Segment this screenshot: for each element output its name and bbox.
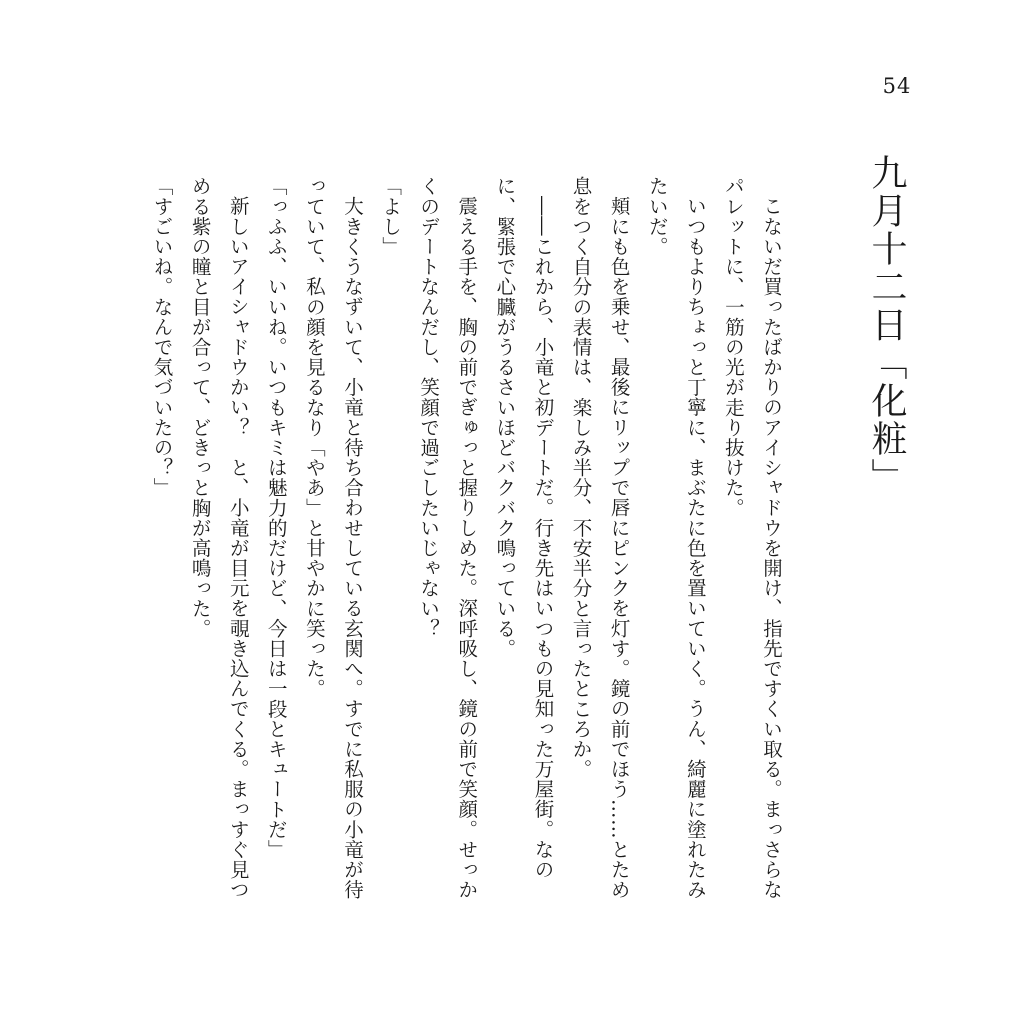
- paragraph-3: 頬にも色を乗せ、最後にリップで唇にピンクを灯す。鏡の前でほう……とため息をつく自分の表情は、楽しみ半分、不安半分と言ったところか。: [569, 176, 631, 899]
- dialogue-3: 「すごいね。なんで気づいたの？」: [150, 176, 174, 498]
- dialogue-1: 「よし」: [379, 176, 403, 257]
- body-text: [142, 176, 790, 916]
- paragraph-2: いつもよりちょっと丁寧に、まぶたに色を置いていく。うん、綺麗に塗れたみたいだ。: [645, 176, 707, 899]
- dialogue-2: 「っふふ、いいね。いつもキミは魅力的だけど、今日は一段とキュートだ」: [264, 176, 288, 860]
- chapter-title: 九月十二日「化粧」: [866, 154, 907, 496]
- paragraph-4: ――これから、小竜と初デートだ。行き先はいつもの見知った万屋街。なのに、緊張で心臓がうるさいほどバクバク鳴っている。: [493, 176, 555, 879]
- paragraph-7: 新しいアイシャドウかい？ と、小竜が目元を覗き込んでくる。まっすぐ見つめる紫の瞳と目が合って、どきっと胸が高鳴った。: [188, 176, 250, 899]
- page-number: 54: [882, 74, 912, 98]
- paragraph-5: 震える手を、胸の前でぎゅっと握りしめた。深呼吸し、鏡の前で笑顔。せっかくのデートなんだし、笑顔で過ごしたいじゃない？: [417, 176, 479, 899]
- paragraph-6: 大きくうなずいて、小竜と待ち合わせしている玄関へ。すでに私服の小竜が待っていて、私の顔を見るなり「やあ」と甘やかに笑った。: [302, 176, 364, 899]
- paragraph-1: こないだ買ったばかりのアイシャドウを開け、指先ですくい取る。まっさらなパレットに、一筋の光が走り抜けた。: [721, 176, 783, 899]
